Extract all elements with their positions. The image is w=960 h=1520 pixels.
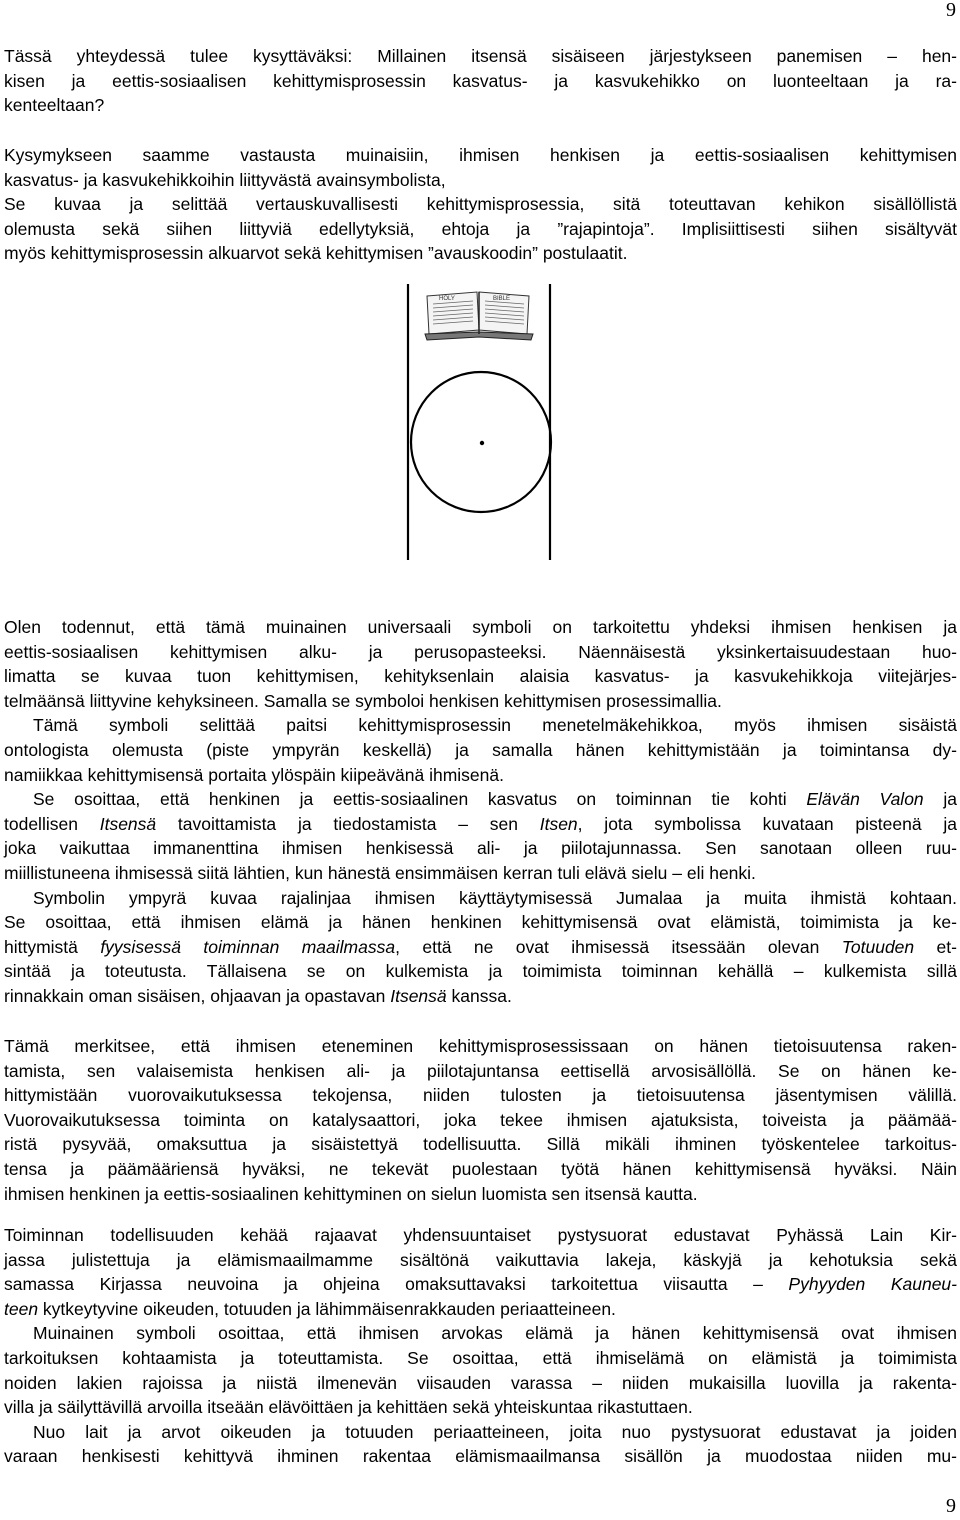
- text-line: Tässä yhteydessä tulee kysyttäväksi: Millainen itsensä sisäiseen järjestykseen panemisen – hen-: [4, 46, 957, 66]
- text-line: limatta se kuvaa tuon kehittymisen, kehityksenlain alaisia kasvatus- ja kasvukehikkoja viitejärjes-: [4, 666, 957, 687]
- paragraph-consciousness: [4, 1034, 957, 1206]
- text-line: telmäänsä liittyvine kehyksineen. Samalla se symboloi henkisen kehittymisen prosessimallia.: [4, 690, 722, 711]
- text-line: kisen ja eettis-sosiaalisen kehittymisprosessin kasvatus- ja kasvukehikko on luonteeltaan ja ra-: [4, 70, 957, 91]
- text-line: kenteeltaan?: [4, 95, 105, 116]
- page-number-bottom: 9: [946, 1495, 956, 1517]
- paragraph-symbol-explanation: [4, 615, 957, 1009]
- text-line: Nuo lait ja arvot oikeuden ja totuuden periaatteineen, joita nuo pystysuorat edustavat ja joiden: [33, 1421, 957, 1442]
- text-line: Vuorovaikutuksessa toiminta on katalysaattori, joka tekee ihmisen ajatuksista, toiveista ja päämää-: [4, 1109, 957, 1130]
- open-book-icon: [425, 292, 533, 340]
- text-line: namiikkaa kehittymisensä portaita ylöspäin kiipeävänä ihmisenä.: [4, 764, 504, 785]
- page-number-top: 9: [946, 0, 956, 21]
- text-line: eettis-sosiaalisen kehittymisen alku- ja perusopasteeksi. Näennäisestä yksinkertaisuudestaan huo-: [4, 641, 957, 662]
- text-line: villa ja säilyttävillä arvoilla itseään elävöittäen ja kehittäen sekä yhteiskuntaa rikastuttaen.: [4, 1397, 693, 1418]
- text-line: Se osoittaa, että henkinen ja eettis-sosiaalinen kasvatus on toiminnan tie kohti Elävän Valon ja: [33, 789, 958, 810]
- text-line: varaan henkisesti kehittyvä ihminen rakentaa elämismaailmansa sisällön ja muodostaa niiden mu-: [4, 1446, 957, 1467]
- text-line: Toiminnan todellisuuden kehää rajaavat yhdensuuntaiset pystysuorat edustavat Pyhässä Lain Kir-: [4, 1225, 957, 1245]
- text-line: Tämä symboli selittää paitsi kehittymisprosessin menetelmäkehikkoa, myös ihmisen sisäistä: [33, 715, 957, 736]
- text-line: olemusta sekä siihen liittyviä edellytyksiä, ehtoja ja ”rajapintoja”. Implisiittisesti siihen sisältyvät: [4, 218, 957, 239]
- text-line: Tämä merkitsee, että ihmisen eteneminen kehittymisprosessissaan on hänen tietoisuutensa raken-: [4, 1036, 957, 1056]
- paragraph-answer: [4, 143, 957, 266]
- text-line: hittymistään vuorovaikutuksessa tekojensa, niiden tulosten ja tietoisuutensa jäsentymisen välillä.: [4, 1085, 957, 1106]
- symbol-diagram: [405, 284, 553, 562]
- text-line: ontologista olemusta (piste ympyrän keskellä) ja samalla hänen kehittymistään ja toimintansa dy-: [4, 739, 957, 760]
- text-line: tarkoituksen kohtaamista ja toteuttamista. Se osoittaa, että ihmiselämä on elämistä ja toimimista: [4, 1347, 957, 1368]
- text-line: Se osoittaa, että ihmisen elämä ja hänen henkinen kehittymisensä ovat elämistä, toimimista ja ke-: [4, 912, 957, 933]
- text-line: joka vaikuttaa immanenttina ihmisen henkisessä ali- ja piilotajunnassa. Sen sanotaan olleen ruu-: [4, 838, 957, 859]
- text-line: hittymistä fyysisessä toiminnan maailmassa, että ne ovat ihmisessä itsessään olevan Totuuden et-: [4, 936, 957, 957]
- book-text-right: BIBLE: [493, 296, 511, 302]
- paragraph-question: [4, 44, 957, 118]
- text-line: tensa ja päämääriensä hyväksi, ne tekevät puolestaan työtä hänen kehittymisensä hyväksi. Näin: [4, 1158, 957, 1179]
- text-line: sintää ja toteutusta. Tällaisena se on kulkemista ja toimimista toiminnan kehällä – kulkemista sillä: [4, 961, 957, 982]
- text-line: Symbolin ympyrä kuvaa rajalinjaa ihmisen käyttäytymisessä Jumalaa ja muita ihmistä kohtaan.: [33, 887, 957, 908]
- text-line: rinnakkain oman sisäisen, ohjaavan ja opastavan Itsensä kanssa.: [4, 985, 512, 1006]
- text-line: teen kytkeytyvine oikeuden, totuuden ja lähimmäisenrakkauden periaatteineen.: [4, 1298, 616, 1319]
- text-line: Muinainen symboli osoittaa, että ihmisen arvokas elämä ja hänen kehittymisensä ovat ihmisen: [33, 1323, 957, 1344]
- text-line: samassa Kirjassa neuvoina ja ohjeina omaksuttavaksi tarkoitettua viisautta – Pyhyyden Kauneu-: [4, 1274, 957, 1295]
- text-line: kasvatus- ja kasvukehikkoihin liittyvästä avainsymbolista,: [4, 169, 446, 190]
- text-line: tamista, sen valaisemista henkisen ali- ja piilotajuntansa eettisellä arvosisällöllä. Se on hänen ke-: [4, 1060, 957, 1081]
- text-line: ihmisen henkinen ja eettis-sosiaalinen kehittyminen on sielun luomista sen itsensä kautta.: [4, 1183, 698, 1204]
- text-line: todellisen Itsensä tavoittamista ja tiedostamista – sen Itsen, jota symbolissa kuvataan pisteenä ja: [4, 813, 957, 834]
- text-line: noiden lakien rajoissa ja niistä ilmenevän viisauden varassa – niiden mukaisilla luovilla ja rakenta-: [4, 1372, 957, 1393]
- text-line: miillistuneena ihmisessä siitä lähtien, kun hänestä ensimmäisen kerran tuli elävä sielu – eli henki.: [4, 862, 756, 883]
- center-point: [480, 441, 484, 445]
- paragraph-laws: [4, 1223, 957, 1469]
- text-line: Se kuvaa ja selittää vertauskuvallisesti kehittymisprosessia, sitä toteuttavan kehikon sisällöllistä: [4, 194, 957, 215]
- text-line: ristä pysyvää, omaksuttua ja sisäistettyä todellisuutta. Sillä mikäli ihminen työskentelee tarkoitus-: [4, 1134, 957, 1155]
- text-line: myös kehittymisprosessin alkuarvot sekä kehittymisen ”avauskoodin” postulaatit.: [4, 243, 628, 264]
- symbol-figure: [405, 284, 553, 562]
- text-line: jassa julistettuja ja elämismaailmamme sisältönä vaikuttavia lakeja, käskyjä ja kehotuksia sekä: [4, 1249, 957, 1270]
- book-text-left: HOLY: [439, 296, 455, 302]
- text-line: Olen todennut, että tämä muinainen universaali symboli on tarkoitettu yhdeksi ihmisen henkisen ja: [4, 617, 957, 637]
- text-line: Kysymykseen saamme vastausta muinaisiin, ihmisen henkisen ja eettis-sosiaalisen kehittymisen: [4, 145, 957, 165]
